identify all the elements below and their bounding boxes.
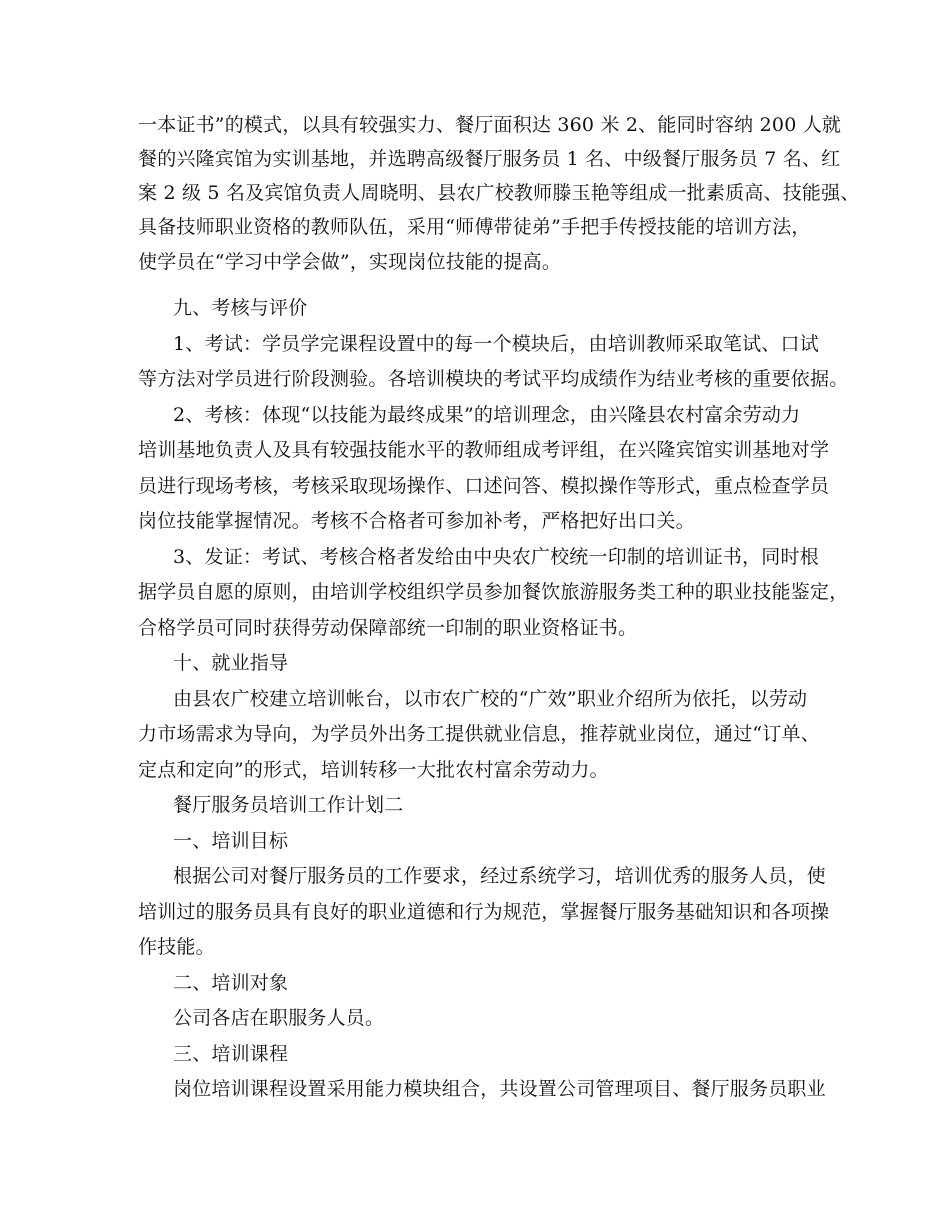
section-heading: 九、考核与评价 [173,297,308,319]
text-line: 岗位培训课程设置采用能力模块组合，共设置公司管理项目、餐厅服务员职业 [173,1078,826,1100]
text-line: 岗位技能掌握情况。考核不合格者可参加补考，严格把好出口关。 [138,510,695,532]
text-line: 培训基地负责人及具有较强技能水平的教师组成考评组，在兴隆宾馆实训基地对学 [138,439,830,461]
text-line: 由县农广校建立培训帐台，以市农广校的“广效”职业介绍所为依托，以劳动 [173,688,808,710]
text-line: 定点和定向”的形式，培训转移一大批农村富余劳动力。 [138,759,609,781]
section-heading: 二、培训对象 [173,972,289,994]
document-subtitle: 餐厅服务员培训工作计划二 [173,794,404,816]
text-line: 餐的兴隆宾馆为实训基地，并选聘高级餐厅服务员 1 名、中级餐厅服务员 7 名、红 [138,148,841,170]
text-line: 具备技师职业资格的教师队伍，采用“师傅带徒弟”手把手传授技能的培训方法， [138,216,811,238]
text-line: 作技能。 [138,936,215,958]
section-heading: 十、就业指导 [173,652,289,674]
text-line: 培训过的服务员具有良好的职业道德和行为规范，掌握餐厅服务基础知识和各项操 [138,901,830,923]
text-line: 根据公司对餐厅服务员的工作要求，经过系统学习，培训优秀的服务人员，使 [173,865,826,887]
text-line: 合格学员可同时获得劳动保障部统一印制的职业资格证书。 [138,617,638,639]
text-line: 员进行现场考核，考核采取现场操作、口述问答、模拟操作等形式，重点检查学员 [138,475,830,497]
text-line: 力市场需求为导向，为学员外出务工提供就业信息，推荐就业岗位，通过“订单、 [138,723,820,745]
text-line: 1、考试：学员学完课程设置中的每一个模块后，由培训教师采取笔试、口试 [173,333,819,355]
text-line: 3、发证：考试、考核合格者发给由中央农广校统一印制的培训证书，同时根 [173,546,819,568]
text-line: 使学员在“学习中学会做”，实现岗位技能的提高。 [138,251,562,273]
text-line: 等方法对学员进行阶段测验。各培训模块的考试平均成绩作为结业考核的重要依据。 [138,368,849,390]
text-line: 一本证书”的模式，以具有较强实力、餐厅面积达 360 米 2、能同时容纳 200 人就 [138,114,842,136]
text-line: 公司各店在职服务人员。 [173,1007,385,1029]
section-heading: 一、培训目标 [173,830,289,852]
text-line: 据学员自愿的原则，由培训学校组织学员参加餐饮旅游服务类工种的职业技能鉴定， [138,581,849,603]
text-line: 案 2 级 5 名及宾馆负责人周晓明、县农广校教师滕玉艳等组成一批素质高、技能强、 [138,182,860,204]
section-heading: 三、培训课程 [173,1043,289,1065]
text-line: 2、考核：体现“以技能为最终成果”的培训理念，由兴隆县农村富余劳动力 [173,404,801,426]
